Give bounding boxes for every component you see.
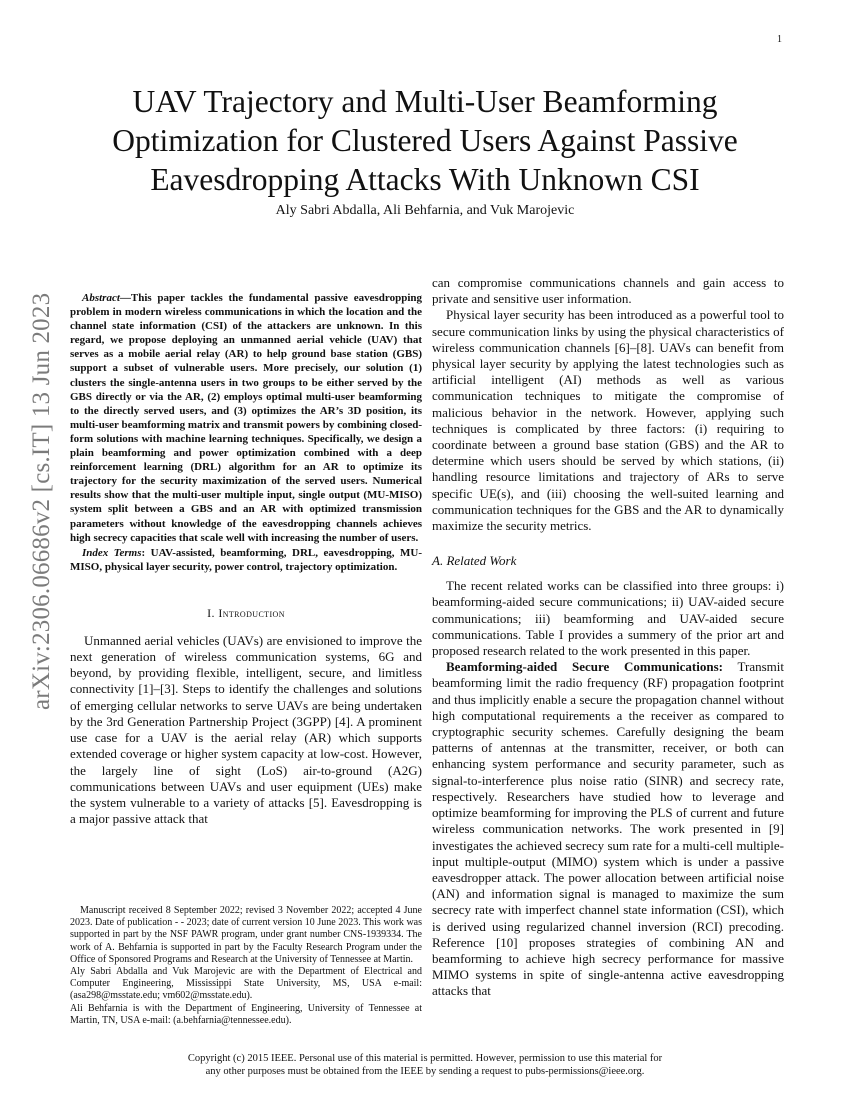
copyright-line: any other purposes must be obtained from the IEEE by sending a request to pubs-permissions@ieee.org. — [205, 1066, 645, 1077]
footnote-paragraph: Ali Behfarnia is with the Department of Engineering, University of Tennessee at Martin, TN, USA e-mail: (a.behfarnia@tennessee.edu). — [70, 1002, 422, 1026]
paper-title — [60, 82, 790, 199]
index-terms — [70, 546, 422, 574]
right-column — [432, 275, 784, 1000]
section-title: Introduction — [218, 605, 285, 620]
body-paragraph: Physical layer security has been introduced as a powerful tool to secure communication links by using the physical characteristics of wireless communication channels [6]–[8]. UAVs can benefit from physical layer security by applying the latest technologies such as artificial intelligent (AI) methods as well as various communication techniques to mitigate the compromise of malicious behavior in the network. However, applying such techniques is complicated by three factors: (i) requiring to coordinate between a ground base station (GBS) and the AR to determine which users should be served by which stations, (ii) handling resource limitations and trajectory of ARs to serve specific UE(s), and (iii) choosing the well-suited learning and communication techniques for the GBS and the AR to dynamically maximize the security metrics. — [432, 307, 784, 534]
author-list: Aly Sabri Abdalla, Ali Behfarnia, and Vuk Marojevic — [275, 203, 575, 218]
index-terms-text: : UAV-assisted, beamforming, DRL, eavesdropping, MU-MISO, physical layer security, power control, trajectory optimization. — [70, 546, 422, 573]
page-number: 1 — [777, 34, 782, 45]
title-line: UAV Trajectory and Multi-User Beamforming — [132, 84, 718, 119]
section-heading-introduction — [70, 606, 422, 621]
title-line: Optimization for Clustered Users Against Passive — [112, 123, 738, 158]
arxiv-stamp-text: arXiv:2306.06686v2 [cs.IT] 13 Jun 2023 — [28, 292, 55, 710]
footnote — [70, 905, 422, 1027]
abstract — [70, 291, 422, 545]
abstract-text: —This paper tackles the fundamental passive eavesdropping problem in modern wireless communications in which the location and the channel state information (CSI) of the attackers are unknown. In this regard, we propose deploying an unmanned aerial vehicle (UAV) that serves as a mobile aerial relay (AR) to help ground base station (GBS) support a subset of vulnerable users. More precisely, our solution (1) clusters the single-antenna users in two groups to be either served by the GBS directly or via the AR, (2) employs optimal multi-user beamforming to the directly served users, and (3) optimizes the AR’s 3D position, its multi-user beamforming matrix and transmit powers by combining closed-form solutions with machine learning techniques. Specifically, we design a plain beamforming and power optimization combined with a deep reinforcement learning (DRL) algorithm for an AR to optimize its trajectory for the security maximization of the served users. Numerical results show that the multi-user multiple input, single output (MU-MISO) system split between a GBS and an AR with optimized transmission parameters without knowledge of the eavesdropping channels achieves high secrecy capacities that scale well with increasing the number of users. — [70, 292, 422, 544]
body-paragraph: The recent related works can be classified into three groups: i) beamforming-aided secure communications; ii) UAV-aided secure communications; iii) beamforming and UAV-aided secure communications. Table I provides a summery of the prior art and proposed research related to the work presented in this paper. — [432, 578, 784, 659]
body-paragraph — [432, 659, 784, 999]
footnote-paragraph: Aly Sabri Abdalla and Vuk Marojevic are with the Department of Electrical and Computer Engineering, Mississippi State University, MS, USA e-mail: (asa298@msstate.edu; vm602@msstate.edu). — [70, 966, 422, 1002]
copyright-line: Copyright (c) 2015 IEEE. Personal use of this material is permitted. However, permission to use this material for — [187, 1053, 663, 1064]
copyright-notice — [60, 1052, 790, 1078]
index-terms-label: Index Terms — [82, 546, 142, 559]
footnote-paragraph: Manuscript received 8 September 2022; revised 3 November 2022; accepted 4 June 2023. Date of publication - - 2023; date of current version 10 June 2023. This work was supported in part by the NSF PAWR program, under grant number CNS-1939334. The work of A. Behfarnia is supported in part by the Faculty Research Program under the Office of Sponsored Programs and Research at the University of Tennessee at Martin. — [70, 905, 422, 965]
title-line: Eavesdropping Attacks With Unknown CSI — [150, 162, 700, 197]
paragraph-text: Transmit beamforming limit the radio frequency (RF) propagation footprint and thus implicitly enable a secure the propagation channel without high computational requirements a the receiver as compared to cryptographic security schemes. Carefully designing the beam patterns of antennas at the transmitter, receiver, or both can enhancing system performance and security parameter, such as signal-to-interference plus noise ratio (SINR) and secrecy rate, respectively. Researchers have studied how to leverage and optimize beamforming for improving the PLS of current and future wireless communication networks. The work presented in [9] investigates the achieved secrecy sum rate for a multi-cell multiple-input multiple-output (MIMO) system which is under a passive eavesdropper attack. The power allocation between artificial noise (AN) and information signal is managed to maximize the sum secrecy rate with imperfect channel state information (CSI), which is derived using regularized channel inversion (RCI) precoding. Reference [10] proposes strategies of combining AN and beamforming to achieve high secrecy performance for massive MIMO systems in spite of single-antenna active eavesdropping attacks that — [432, 659, 784, 999]
paragraph-lead: Beamforming-aided Secure Communications: — [446, 659, 723, 675]
intro-paragraph: Unmanned aerial vehicles (UAVs) are envisioned to improve the next generation of wireless communication systems, 6G and beyond, by providing flexible, intelligent, secure, and limitless connectivity [1]–[3]. Steps to identify the challenges and solutions of emerging cellular networks to serve UAVs are being undertaken by the 3rd Generation Partnership Project (3GPP) [4]. A prominent use case for a UAV is the aerial relay (AR) which supports extended coverage or higher system capacity at low-cost. However, the largely line of sight (LoS) air-to-ground (A2G) communications between UAVs and user equipment (UEs) make the system vulnerable to a variety of attacks [5]. Eavesdropping is a major passive attack that — [70, 632, 422, 827]
arxiv-stamp — [26, 292, 68, 710]
subsection-heading-related-work: A. Related Work — [432, 553, 517, 569]
abstract-label: Abstract — [82, 292, 120, 304]
continued-paragraph: can compromise communications channels and gain access to private and sensitive user information. — [432, 275, 784, 307]
left-column — [70, 291, 422, 827]
section-numeral: I. — [207, 605, 215, 620]
